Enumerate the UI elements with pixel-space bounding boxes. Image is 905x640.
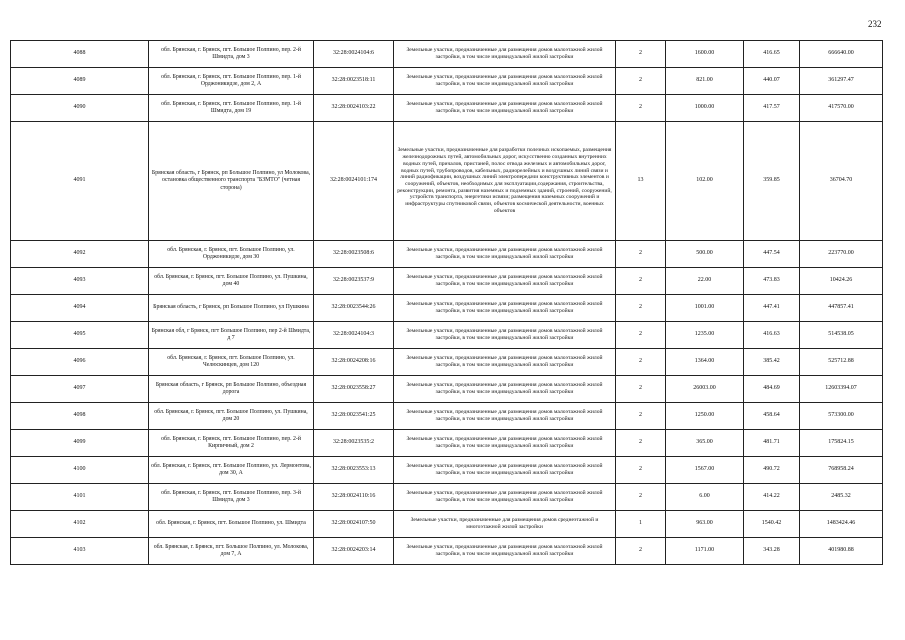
cadastral-value-cell: 2485.32 [800,484,883,511]
land-purpose-cell: Земельные участки, предназначенные для размещения домов малоэтажной жилой застройки, в том числе индивидуальной жилой застройки [394,41,616,68]
cadastral-value-cell: 417570.00 [800,95,883,122]
record-number: 4103 [11,538,149,565]
land-purpose-cell: Земельные участки, предназначенные для размещения домов малоэтажной жилой застройки, в том числе индивидуальной жилой застройки [394,403,616,430]
address-cell: обл. Брянская, г. Брянск, пгт. Большое Полпино, ул. Пушкина, дом 40 [149,268,314,295]
usage-group-cell: 2 [616,484,666,511]
specific-value-cell: 385.42 [744,349,800,376]
land-purpose-cell: Земельные участки, предназначенные для размещения домов малоэтажной жилой застройки, в том числе индивидуальной жилой застройки [394,376,616,403]
table-body [11,41,883,565]
table-row [11,511,883,538]
area-cell: 26003.00 [666,376,744,403]
cadastral-number-cell: 32:28:0023537:9 [314,268,394,295]
cadastral-value-cell: 514538.05 [800,322,883,349]
cadastral-number-cell: 32:28:0024107:50 [314,511,394,538]
land-purpose-cell: Земельные участки, предназначенные для размещения домов малоэтажной жилой застройки, в том числе индивидуальной жилой застройки [394,241,616,268]
area-cell: 102.00 [666,122,744,241]
specific-value-cell: 481.71 [744,430,800,457]
address-cell: обл. Брянская, г. Брянск, пгт. Большое Полпино, ул. Челюскинцев, дом 120 [149,349,314,376]
table-row [11,484,883,511]
area-cell: 1235.00 [666,322,744,349]
cadastral-value-table [10,40,883,565]
address-cell: обл. Брянская, г. Брянск, пгт. Большое Полпино, ул. Шмидта [149,511,314,538]
cadastral-number-cell: 32:28:0024103:22 [314,95,394,122]
table-row [11,241,883,268]
page-number: 232 [868,19,882,29]
address-cell: обл. Брянская, г. Брянск, пгт. Большое Полпино, ул. Лермонтова, дом 30, А [149,457,314,484]
cadastral-value-cell: 666640.00 [800,41,883,68]
usage-group-cell: 2 [616,403,666,430]
specific-value-cell: 447.41 [744,295,800,322]
address-cell: Брянская область, г Брянск, рп Большое Полпино, объездная дорога [149,376,314,403]
area-cell: 963.00 [666,511,744,538]
address-cell: обл. Брянская, г. Брянск, пгт. Большое Полпино, пер. 1-й Шмидта, дом 19 [149,95,314,122]
record-number: 4090 [11,95,149,122]
specific-value-cell: 458.64 [744,403,800,430]
address-cell: обл. Брянская, г. Брянск, пгт. Большое Полпино, пер. 2-й Шмидта, дом 3 [149,41,314,68]
cadastral-value-cell: 12603394.07 [800,376,883,403]
cadastral-value-cell: 768958.24 [800,457,883,484]
cadastral-number-cell: 32:28:0023558:27 [314,376,394,403]
address-cell: Брянская область, г Брянск, рп Большое Полпино, ул Пушкина [149,295,314,322]
area-cell: 1001.00 [666,295,744,322]
address-cell: обл. Брянская, г. Брянск, пгт. Большое Полпино, пер. 2-й Кирпичный, дом 2 [149,430,314,457]
table-row [11,322,883,349]
cadastral-value-cell: 525712.88 [800,349,883,376]
record-number: 4100 [11,457,149,484]
area-cell: 1171.00 [666,538,744,565]
cadastral-number-cell: 32:28:0024104:3 [314,322,394,349]
table-row [11,268,883,295]
cadastral-number-cell: 32:28:0023535:2 [314,430,394,457]
usage-group-cell: 1 [616,511,666,538]
record-number: 4092 [11,241,149,268]
cadastral-number-cell: 32:28:0023544:26 [314,295,394,322]
area-cell: 500.00 [666,241,744,268]
area-cell: 1600.00 [666,41,744,68]
cadastral-value-cell: 36704.70 [800,122,883,241]
cadastral-value-cell: 10424.26 [800,268,883,295]
land-purpose-cell: Земельные участки, предназначенные для разработки полезных ископаемых, размещения железнодорожных путей, автомобильных дорог, искусственно созданных внутренних водных путей, причалов, пристаней, полос отвода железных и автомобильных дорог, водных путей, трубопроводов, кабельных, радиорелейных и воздушных линий связи и линий радиофикации, воздушных линий электропередачи конструктивных элементов и сооружений, объектов, необходимых для эксплуатации,содержания, строительства, реконструкции, ремонта, развития наземных и подземных зданий, строений, сооружений, устройств транспорта, энергетики исвязи; размещения наземных сооружений и инфраструктуры спутниковой связи, объектов космической деятельности, военных объектов [394,122,616,241]
cadastral-value-cell: 361297.47 [800,68,883,95]
record-number: 4094 [11,295,149,322]
usage-group-cell: 2 [616,457,666,484]
address-cell: обл. Брянская, г. Брянск, пгт. Большое Полпино, ул. Орджоникидзе, дом 30 [149,241,314,268]
land-purpose-cell: Земельные участки, предназначенные для размещения домов малоэтажной жилой застройки, в том числе индивидуальной жилой застройки [394,95,616,122]
usage-group-cell: 2 [616,430,666,457]
cadastral-value-cell: 175824.15 [800,430,883,457]
record-number: 4098 [11,403,149,430]
usage-group-cell: 2 [616,41,666,68]
specific-value-cell: 416.63 [744,322,800,349]
record-number: 4097 [11,376,149,403]
cadastral-number-cell: 32:28:0023518:11 [314,68,394,95]
cadastral-value-cell: 573300.00 [800,403,883,430]
land-purpose-cell: Земельные участки, предназначенные для размещения домов малоэтажной жилой застройки, в том числе индивидуальной жилой застройки [394,268,616,295]
table-row [11,68,883,95]
usage-group-cell: 2 [616,538,666,565]
table-row [11,430,883,457]
area-cell: 365.00 [666,430,744,457]
record-number: 4099 [11,430,149,457]
cadastral-value-cell: 1483424.46 [800,511,883,538]
area-cell: 1364.00 [666,349,744,376]
area-cell: 1567.00 [666,457,744,484]
table-row [11,349,883,376]
record-number: 4095 [11,322,149,349]
cadastral-number-cell: 32:28:0023541:25 [314,403,394,430]
record-number: 4102 [11,511,149,538]
land-purpose-cell: Земельные участки, предназначенные для размещения домов малоэтажной жилой застройки, в том числе индивидуальной жилой застройки [394,430,616,457]
table-row [11,95,883,122]
specific-value-cell: 484.69 [744,376,800,403]
cadastral-value-cell: 401980.88 [800,538,883,565]
usage-group-cell: 2 [616,68,666,95]
land-purpose-cell: Земельные участки, предназначенные для размещения домов малоэтажной жилой застройки, в том числе индивидуальной жилой застройки [394,484,616,511]
cadastral-value-cell: 223770.00 [800,241,883,268]
table-row [11,122,883,241]
usage-group-cell: 2 [616,268,666,295]
specific-value-cell: 343.28 [744,538,800,565]
cadastral-number-cell: 32:28:0024104:6 [314,41,394,68]
address-cell: обл. Брянская, г. Брянск, пгт. Большое Полпино, пер. 1-й Орджоникидзе, дом 2, А [149,68,314,95]
record-number: 4093 [11,268,149,295]
record-number: 4089 [11,68,149,95]
cadastral-value-cell: 447857.41 [800,295,883,322]
table-row [11,538,883,565]
usage-group-cell: 2 [616,376,666,403]
cadastral-number-cell: 32:28:0024110:16 [314,484,394,511]
table-row [11,403,883,430]
specific-value-cell: 417.57 [744,95,800,122]
area-cell: 22.00 [666,268,744,295]
cadastral-number-cell: 32:28:0023553:13 [314,457,394,484]
specific-value-cell: 447.54 [744,241,800,268]
address-cell: Брянская область, г Брянск, рп Большое Полпино, ул Молокова, остановка общественного транспорта "БЗМТО" (четная сторона) [149,122,314,241]
specific-value-cell: 414.22 [744,484,800,511]
cadastral-number-cell: 32:28:0024101:174 [314,122,394,241]
specific-value-cell: 490.72 [744,457,800,484]
usage-group-cell: 2 [616,322,666,349]
address-cell: обл. Брянская, г. Брянск, пгт. Большое Полпино, ул. Молокова, дом 7, А [149,538,314,565]
area-cell: 821.00 [666,68,744,95]
table-row [11,376,883,403]
specific-value-cell: 359.85 [744,122,800,241]
area-cell: 1000.00 [666,95,744,122]
address-cell: Брянская обл, г Брянск, пгт Большое Полпино, пер 2-й Шмидта, д 7 [149,322,314,349]
land-purpose-cell: Земельные участки, предназначенные для размещения домов малоэтажной жилой застройки, в том числе индивидуальной жилой застройки [394,457,616,484]
cadastral-number-cell: 32:28:0024208:16 [314,349,394,376]
land-purpose-cell: Земельные участки, предназначенные для размещения домов малоэтажной жилой застройки, в том числе индивидуальной жилой застройки [394,322,616,349]
specific-value-cell: 473.83 [744,268,800,295]
usage-group-cell: 2 [616,349,666,376]
usage-group-cell: 2 [616,95,666,122]
cadastral-number-cell: 32:28:0023508:6 [314,241,394,268]
record-number: 4088 [11,41,149,68]
land-purpose-cell: Земельные участки, предназначенные для размещения домов среднеэтажной и многоэтажной жилой застройки [394,511,616,538]
usage-group-cell: 13 [616,122,666,241]
specific-value-cell: 1540.42 [744,511,800,538]
area-cell: 1250.00 [666,403,744,430]
land-purpose-cell: Земельные участки, предназначенные для размещения домов малоэтажной жилой застройки, в том числе индивидуальной жилой застройки [394,68,616,95]
specific-value-cell: 416.65 [744,41,800,68]
specific-value-cell: 440.07 [744,68,800,95]
address-cell: обл. Брянская, г. Брянск, пгт. Большое Полпино, ул. Пушкина, дом 20 [149,403,314,430]
table-row [11,295,883,322]
usage-group-cell: 2 [616,241,666,268]
address-cell: обл. Брянская, г. Брянск, пгт. Большое Полпино, пер. 3-й Шмидта, дом 3 [149,484,314,511]
usage-group-cell: 2 [616,295,666,322]
record-number: 4096 [11,349,149,376]
table-row [11,457,883,484]
record-number: 4101 [11,484,149,511]
cadastral-number-cell: 32:28:0024203:14 [314,538,394,565]
record-number: 4091 [11,122,149,241]
area-cell: 6.00 [666,484,744,511]
table-row [11,41,883,68]
land-purpose-cell: Земельные участки, предназначенные для размещения домов малоэтажной жилой застройки, в том числе индивидуальной жилой застройки [394,538,616,565]
land-purpose-cell: Земельные участки, предназначенные для размещения домов малоэтажной жилой застройки, в том числе индивидуальной жилой застройки [394,349,616,376]
land-purpose-cell: Земельные участки, предназначенные для размещения домов малоэтажной жилой застройки, в том числе индивидуальной жилой застройки [394,295,616,322]
